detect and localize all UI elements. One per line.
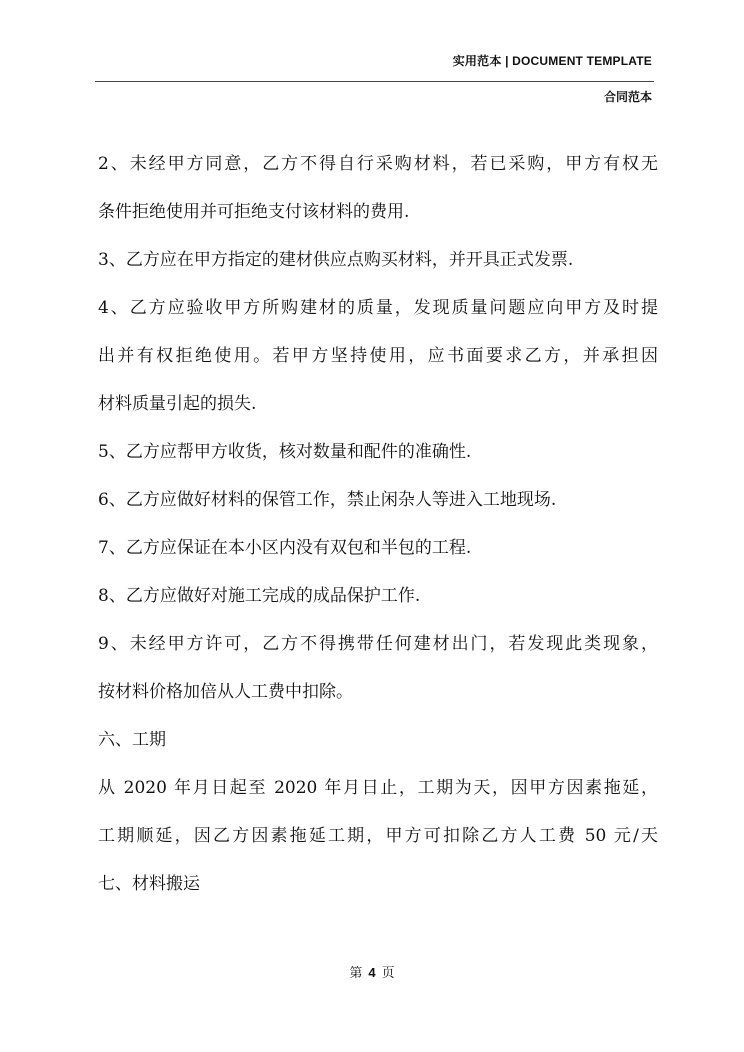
body-line: 出并有权拒绝使用。若甲方坚持使用，应书面要求乙方，并承担因: [98, 346, 658, 366]
header-title: 实用范本 | DOCUMENT TEMPLATE: [452, 54, 652, 68]
body-line: 材料质量引起的损失.: [98, 394, 257, 414]
section-heading: 七、材料搬运: [98, 874, 200, 894]
body-line: 条件拒绝使用并可拒绝支付该材料的费用.: [98, 202, 410, 222]
section-heading: 六、工期: [98, 730, 166, 750]
page-number-prefix: 第: [349, 966, 363, 981]
page-number-suffix: 页: [381, 966, 395, 981]
body-line: 5、乙方应帮甲方收货，核对数量和配件的准确性.: [98, 442, 472, 462]
page-number: 4: [368, 965, 376, 980]
body-line: 7、乙方应保证在本小区内没有双包和半包的工程.: [98, 538, 472, 558]
body-line: 9、未经甲方许可，乙方不得携带任何建材出门，若发现此类现象，: [98, 634, 658, 654]
body-line: 4、乙方应验收甲方所购建材的质量，发现质量问题应向甲方及时提: [98, 298, 658, 318]
body-line: 2、未经甲方同意，乙方不得自行采购材料，若已采购，甲方有权无: [98, 154, 658, 174]
header-subtitle: 合同范本: [603, 90, 652, 104]
body-line: 从 2020 年月日起至 2020 年月日止，工期为天，因甲方因素拖延，: [98, 778, 658, 798]
body-line: 按材料价格加倍从人工费中扣除。: [98, 682, 353, 702]
page-footer: [0, 962, 744, 981]
body-line: 6、乙方应做好材料的保管工作，禁止闲杂人等进入工地现场.: [98, 490, 557, 510]
body-line: 工期顺延，因乙方因素拖延工期，甲方可扣除乙方人工费 50 元/天: [98, 826, 658, 846]
header-divider: [95, 81, 654, 82]
document-body: [98, 140, 658, 908]
body-line: 3、乙方应在甲方指定的建材供应点购买材料，并开具正式发票.: [98, 250, 574, 270]
body-line: 8、乙方应做好对施工完成的成品保护工作.: [98, 586, 421, 606]
